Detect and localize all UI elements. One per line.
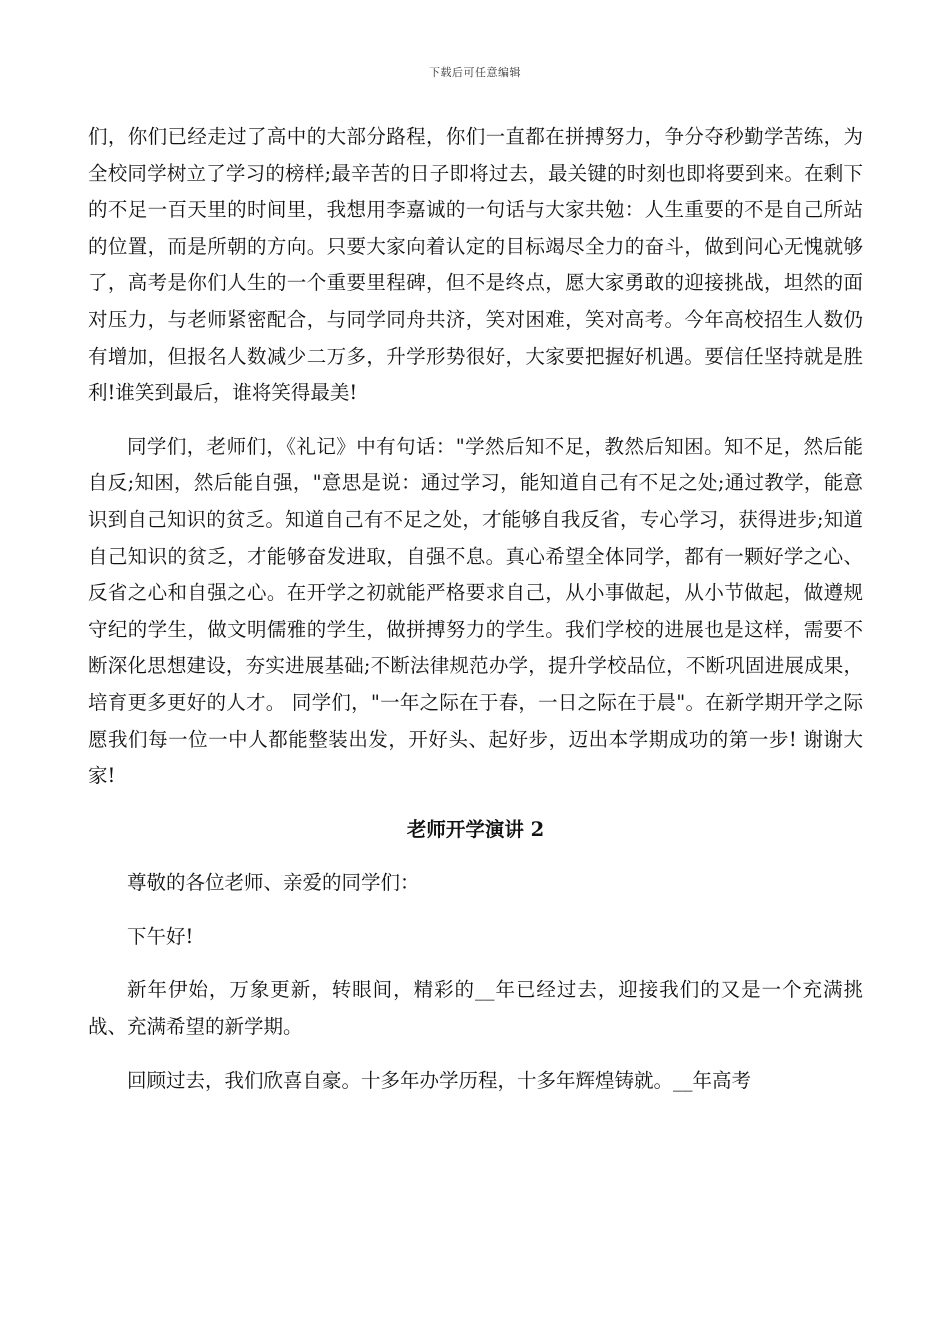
page-header-note: 下载后可任意编辑 [429,66,521,79]
paragraph-liji-quote: 同学们，老师们，《礼记》中有句话："学然后知不足，教然后知困。知不足，然后能自反;知困，然后能自强，"意思是说：通过学习，能知道自己有不足之处;通过教学，能意识到自己知识的贫乏。知道自己有不足之处，才能够自我反省，专心学习，获得进步;知道自己知识的贫乏，才能够奋发进取，自强不息。真心希望全体同学，都有一颗好学之心、反省之心和自强之心。在开学之初就能严格要求自己，从小事做起，从小节做起，做遵规守纪的学生，做文明儒雅的学生，做拼搏努力的学生。我们学校的进展也是这样，需要不断深化思想建设，夯实进展基础;不断法律规范办学，提升学校品位，不断巩固进展成果，培育更多更好的人才。 同学们，"一年之际在于春，一日之际在于晨"。在新学期开学之际愿我们每一位一中人都能整装出发，开好头、起好步，迈出本学期成功的第一步! 谢谢大家! [88,434,863,788]
paragraph-review: 回顾过去，我们欣喜自豪。十多年办学历程，十多年辉煌铸就。__年高考 [127,1068,752,1092]
document-body [88,119,863,1099]
greeting: 下午好! [127,924,194,948]
section-heading: 老师开学演讲 2 [406,817,545,841]
salutation: 尊敬的各位老师、亲爱的同学们： [127,871,420,895]
paragraph-new-year: 新年伊始，万象更新，转眼间，精彩的__年已经过去，迎接我们的又是一个充满挑战、充满希望的新学期。 [88,978,863,1039]
paragraph-continued: 们，你们已经走过了高中的大部分路程，你们一直都在拼搏努力，争分夺秒勤学苦练，为全校同学树立了学习的榜样;最辛苦的日子即将过去，最关键的时刻也即将要到来。在剩下的不足一百天里的时间里，我想用李嘉诚的一句话与大家共勉：人生重要的不是自己所站的位置，而是所朝的方向。只要大家向着认定的目标竭尽全力的奋斗，做到问心无愧就够了，高考是你们人生的一个重要里程碑，但不是终点，愿大家勇敢的迎接挑战，坦然的面对压力，与老师紧密配合，与同学同舟共济，笑对困难，笑对高考。今年高校招生人数仍有增加，但报名人数减少二万多，升学形势很好，大家要把握好机遇。要信任坚持就是胜利!谁笑到最后，谁将笑得最美! [88,125,863,405]
